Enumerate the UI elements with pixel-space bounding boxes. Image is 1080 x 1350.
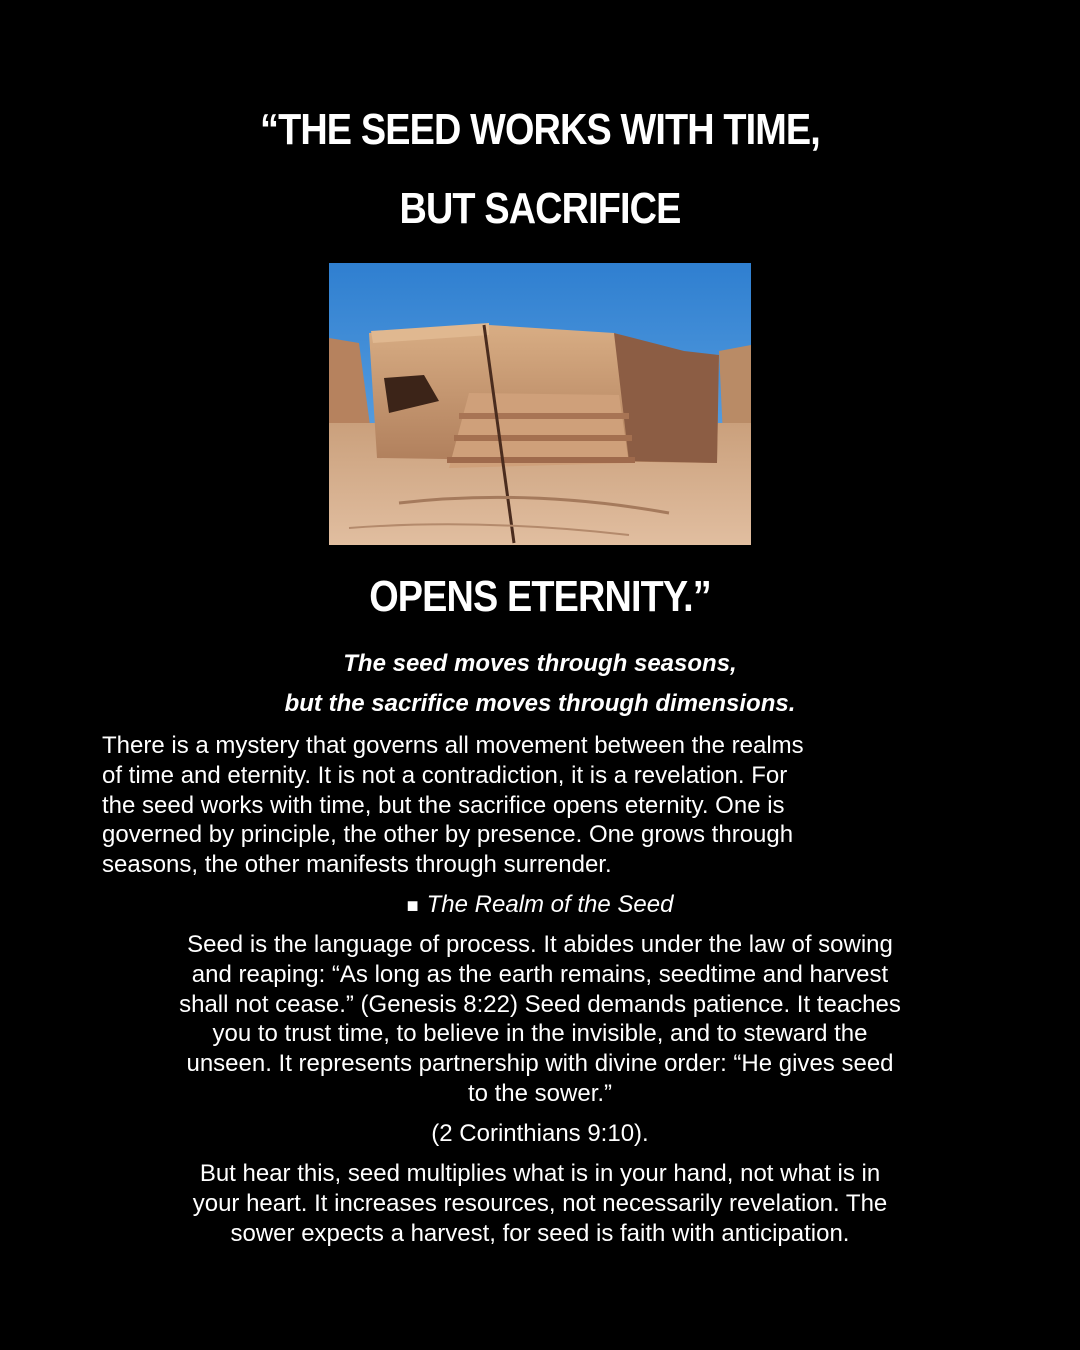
- square-bullet-icon: ■: [406, 895, 419, 917]
- seed-line: and reaping: “As long as the earth remains, seedtime and harvest: [191, 960, 889, 988]
- seed-line: to the sower.”: [467, 1079, 613, 1107]
- seed-paragraph: [100, 930, 980, 1109]
- intro-line: There is a mystery that governs all movement between the realms: [102, 732, 804, 759]
- closing-line: sower expects a harvest, for seed is faith with anticipation.: [230, 1219, 850, 1247]
- headline-line-2: BUT SACRIFICE: [399, 184, 681, 233]
- intro-line: seasons, the other manifests through surrender.: [102, 851, 612, 879]
- intro-line: governed by principle, the other by presence. One grows through: [102, 821, 794, 849]
- subtitle-line-2: but the sacrifice moves through dimensions.: [284, 690, 796, 717]
- headline-line-3: OPENS ETERNITY.”: [369, 572, 711, 621]
- closing-paragraph: [100, 1159, 980, 1248]
- subtitle-line-1: The seed moves through seasons,: [343, 650, 737, 677]
- intro-paragraph: [102, 731, 982, 880]
- seed-line: Seed is the language of process. It abides under the law of sowing: [187, 931, 893, 958]
- closing-line: But hear this, seed multiplies what is in your hand, not what is in: [199, 1160, 881, 1187]
- headline-line-1: “THE SEED WORKS WITH TIME,: [260, 105, 820, 154]
- altar-photo: [329, 263, 751, 545]
- section-title: The Realm of the Seed: [426, 891, 674, 918]
- seed-line: shall not cease.” (Genesis 8:22) Seed demands patience. It teaches: [179, 990, 901, 1018]
- seed-line: you to trust time, to believe in the invisible, and to steward the: [212, 1020, 868, 1048]
- closing-line: your heart. It increases resources, not necessarily revelation. The: [192, 1189, 888, 1217]
- intro-line: of time and eternity. It is not a contradiction, it is a revelation. For: [102, 761, 788, 789]
- scripture-reference: (2 Corinthians 9:10).: [431, 1120, 649, 1147]
- seed-line: unseen. It represents partnership with divine order: “He gives seed: [186, 1050, 894, 1078]
- intro-line: the seed works with time, but the sacrifice opens eternity. One is: [102, 791, 785, 819]
- section-heading: [0, 890, 1080, 921]
